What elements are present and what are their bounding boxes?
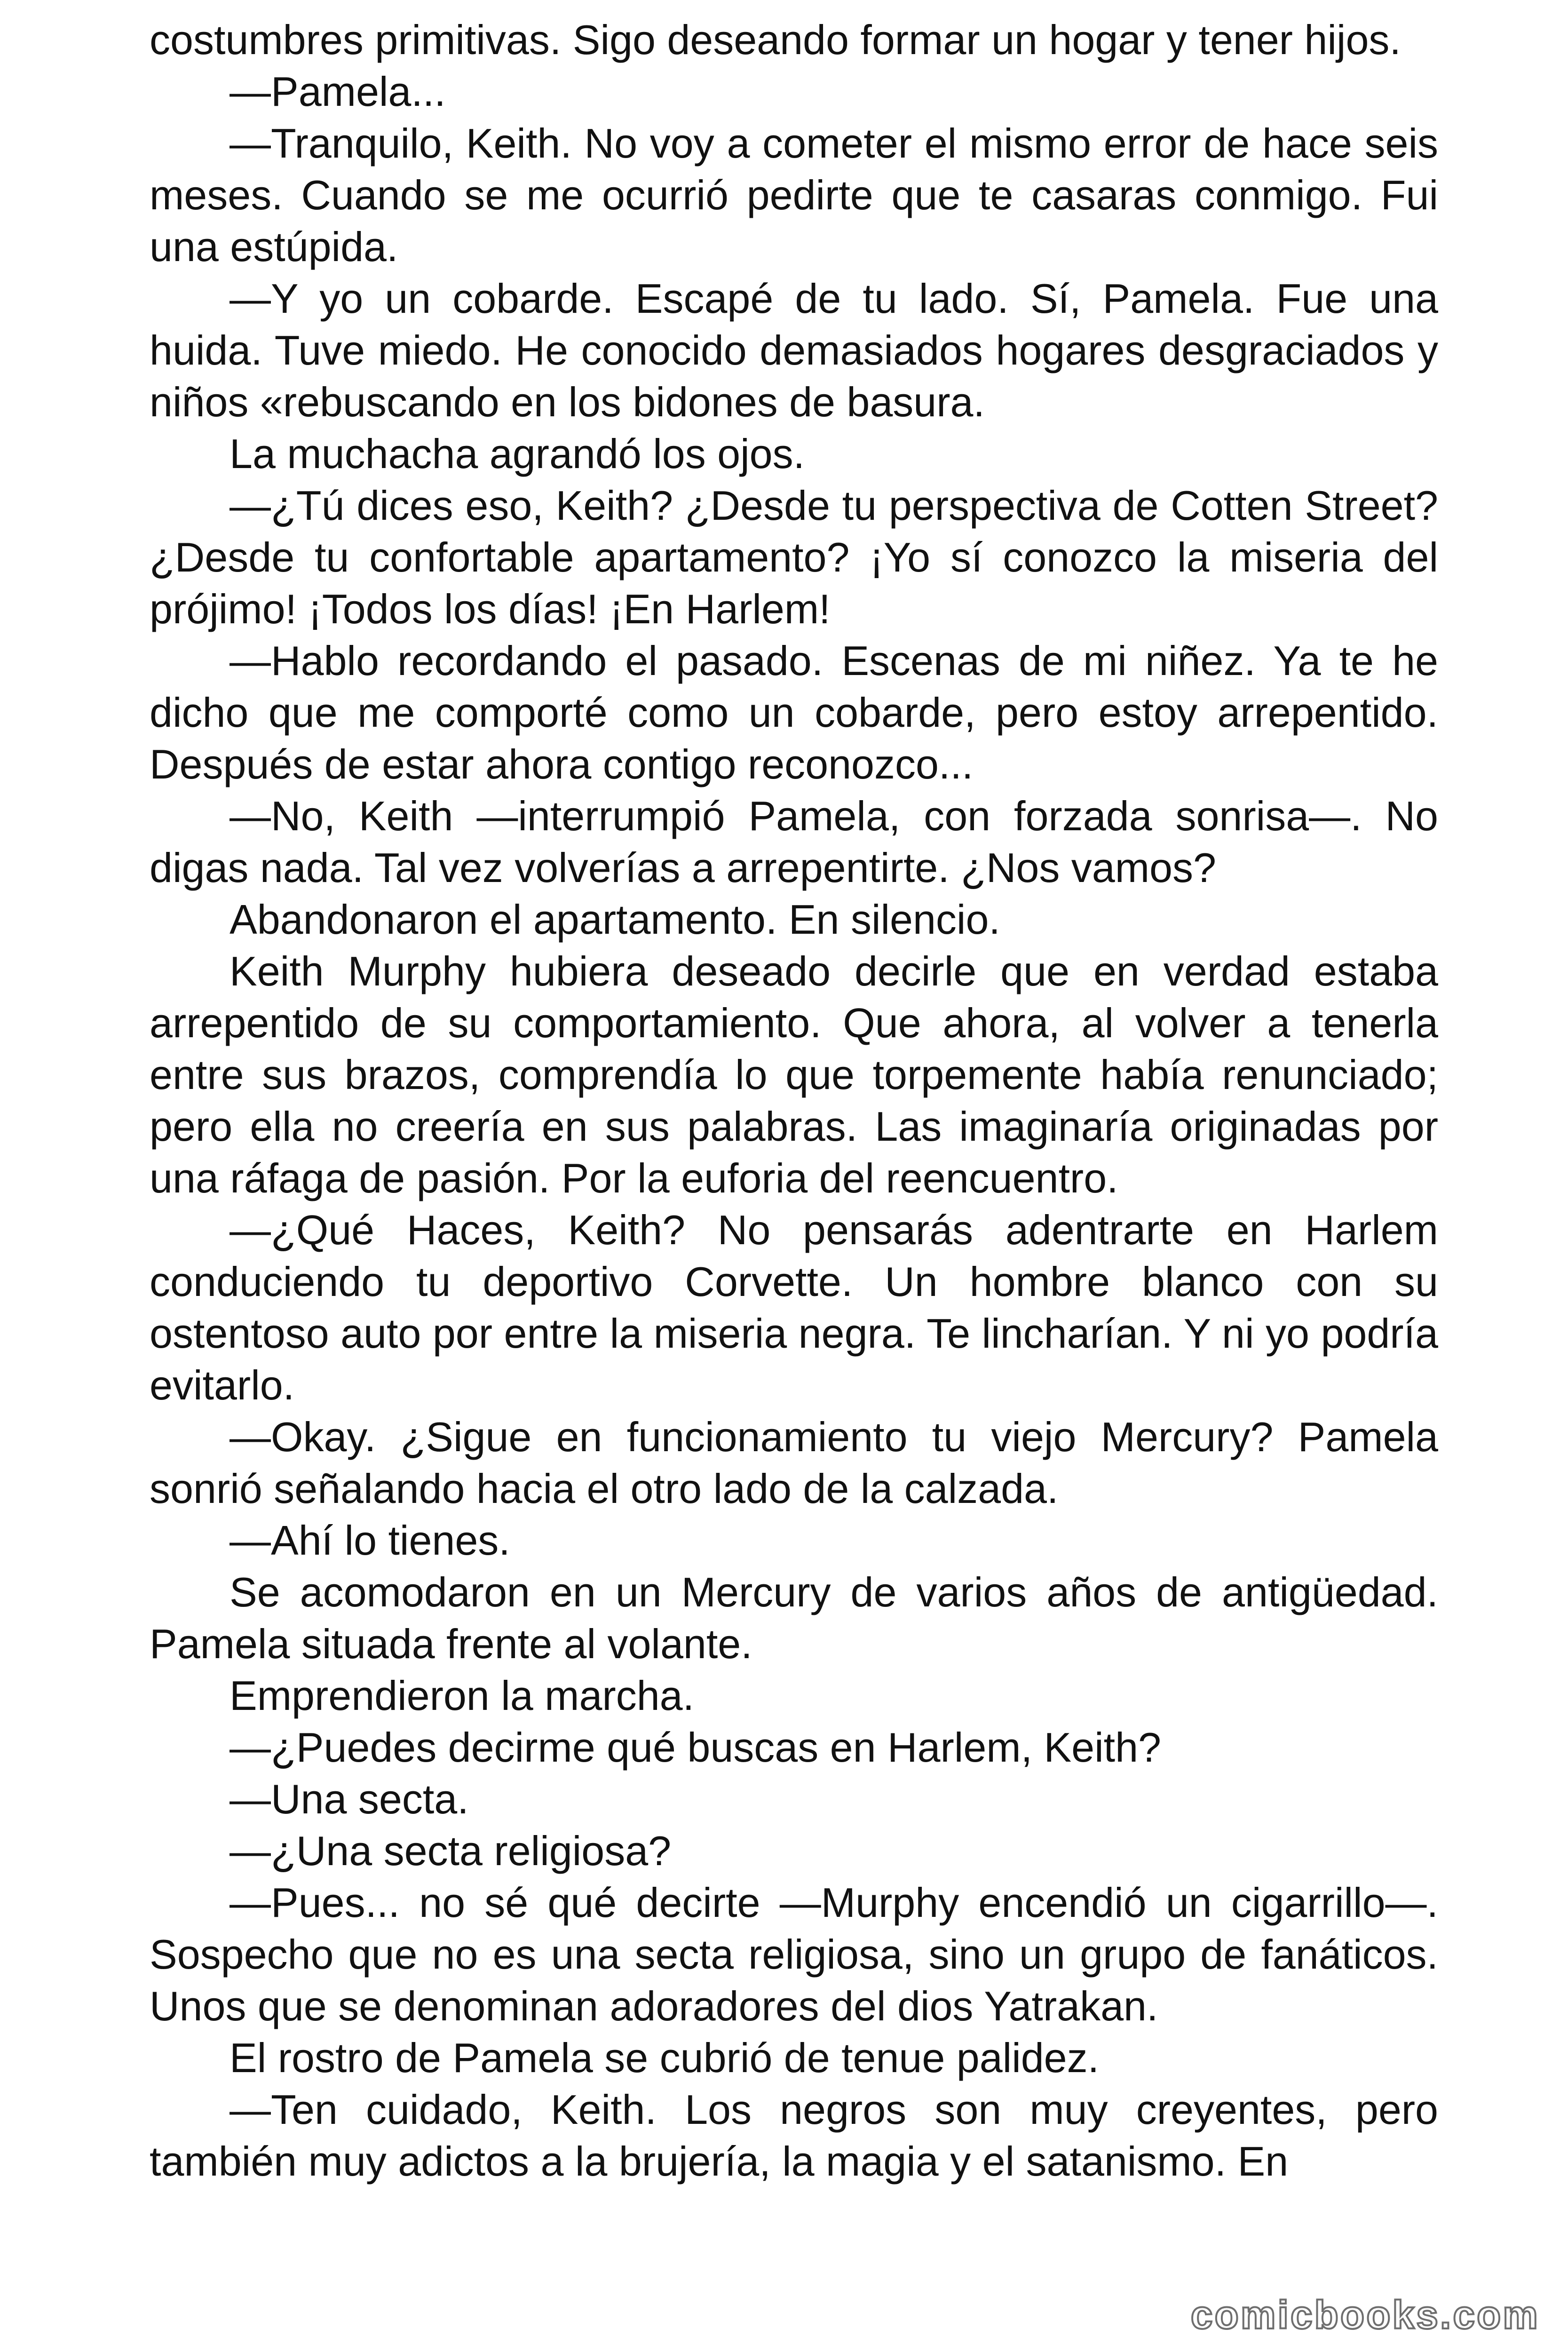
paragraph: —Hablo recordando el pasado. Escenas de mi niñez. Ya te he dicho que me comporté como un cobarde, pero estoy arrepentido. Después de estar ahora contigo reconozco...	[150, 637, 1438, 787]
paragraph: —Una secta.	[230, 1776, 469, 1822]
paragraph: —Tranquilo, Keith. No voy a cometer el mismo error de hace seis meses. Cuando se me ocurrió pedirte que te casaras conmigo. Fui una estúpida.	[150, 120, 1438, 270]
paragraph: —¿Tú dices eso, Keith? ¿Desde tu perspectiva de Cotten Street? ¿Desde tu confortable apartamento? ¡Yo sí conozco la miseria del prójimo! ¡Todos los días! ¡En Harlem!	[150, 482, 1438, 632]
paragraph: El rostro de Pamela se cubrió de tenue palidez.	[230, 2034, 1100, 2081]
paragraph: —Y yo un cobarde. Escapé de tu lado. Sí, Pamela. Fue una huida. Tuve miedo. He conocido demasiados hogares desgraciados y niños «rebuscando en los bidones de basura.	[150, 275, 1438, 425]
paragraph: Emprendieron la marcha.	[230, 1672, 695, 1719]
paragraph: costumbres primitivas. Sigo deseando formar un hogar y tener hijos.	[150, 16, 1401, 63]
paragraph: —No, Keith —interrumpió Pamela, con forzada sonrisa—. No digas nada. Tal vez volverías a arrepentirte. ¿Nos vamos?	[150, 793, 1438, 891]
paragraph: Abandonaron el apartamento. En silencio.	[230, 896, 1000, 943]
paragraph: —¿Qué Haces, Keith? No pensarás adentrarte en Harlem conduciendo tu deportivo Corvette. Un hombre blanco con su ostentoso auto por entre la miseria negra. Te lincharían. Y ni yo podría evitarlo.	[150, 1207, 1438, 1408]
paragraph: La muchacha agrandó los ojos.	[230, 430, 805, 477]
paragraph: —Pues... no sé qué decirte —Murphy encendió un cigarrillo—. Sospecho que no es una secta religiosa, sino un grupo de fanáticos. Unos que se denominan adoradores del dios Yatrakan.	[150, 1879, 1438, 2029]
paragraph: —¿Puedes decirme qué buscas en Harlem, Keith?	[230, 1724, 1161, 1771]
paragraph: Se acomodaron en un Mercury de varios años de antigüedad. Pamela situada frente al volante.	[150, 1569, 1438, 1667]
paragraph: —Ten cuidado, Keith. Los negros son muy creyentes, pero también muy adictos a la brujería, la magia y el satanismo. En	[150, 2086, 1438, 2185]
paragraph: Keith Murphy hubiera deseado decirle que en verdad estaba arrepentido de su comportamiento. Que ahora, al volver a tenerla entre sus brazos, comprendía lo que torpemente había renunciado; pero ella no creería en sus palabras. Las imaginaría originadas por una ráfaga de pasión. Por la euforia del reencuentro.	[150, 948, 1438, 1201]
paragraph: —¿Una secta religiosa?	[230, 1828, 672, 1874]
page-text	[150, 14, 1438, 2187]
paragraph: —Okay. ¿Sigue en funcionamiento tu viejo Mercury? Pamela sonrió señalando hacia el otro lado de la calzada.	[150, 1414, 1438, 1512]
paragraph: —Ahí lo tienes.	[230, 1517, 510, 1564]
paragraph: —Pamela...	[230, 68, 446, 115]
watermark-logo: comicbooks.com	[1190, 2293, 1540, 2337]
